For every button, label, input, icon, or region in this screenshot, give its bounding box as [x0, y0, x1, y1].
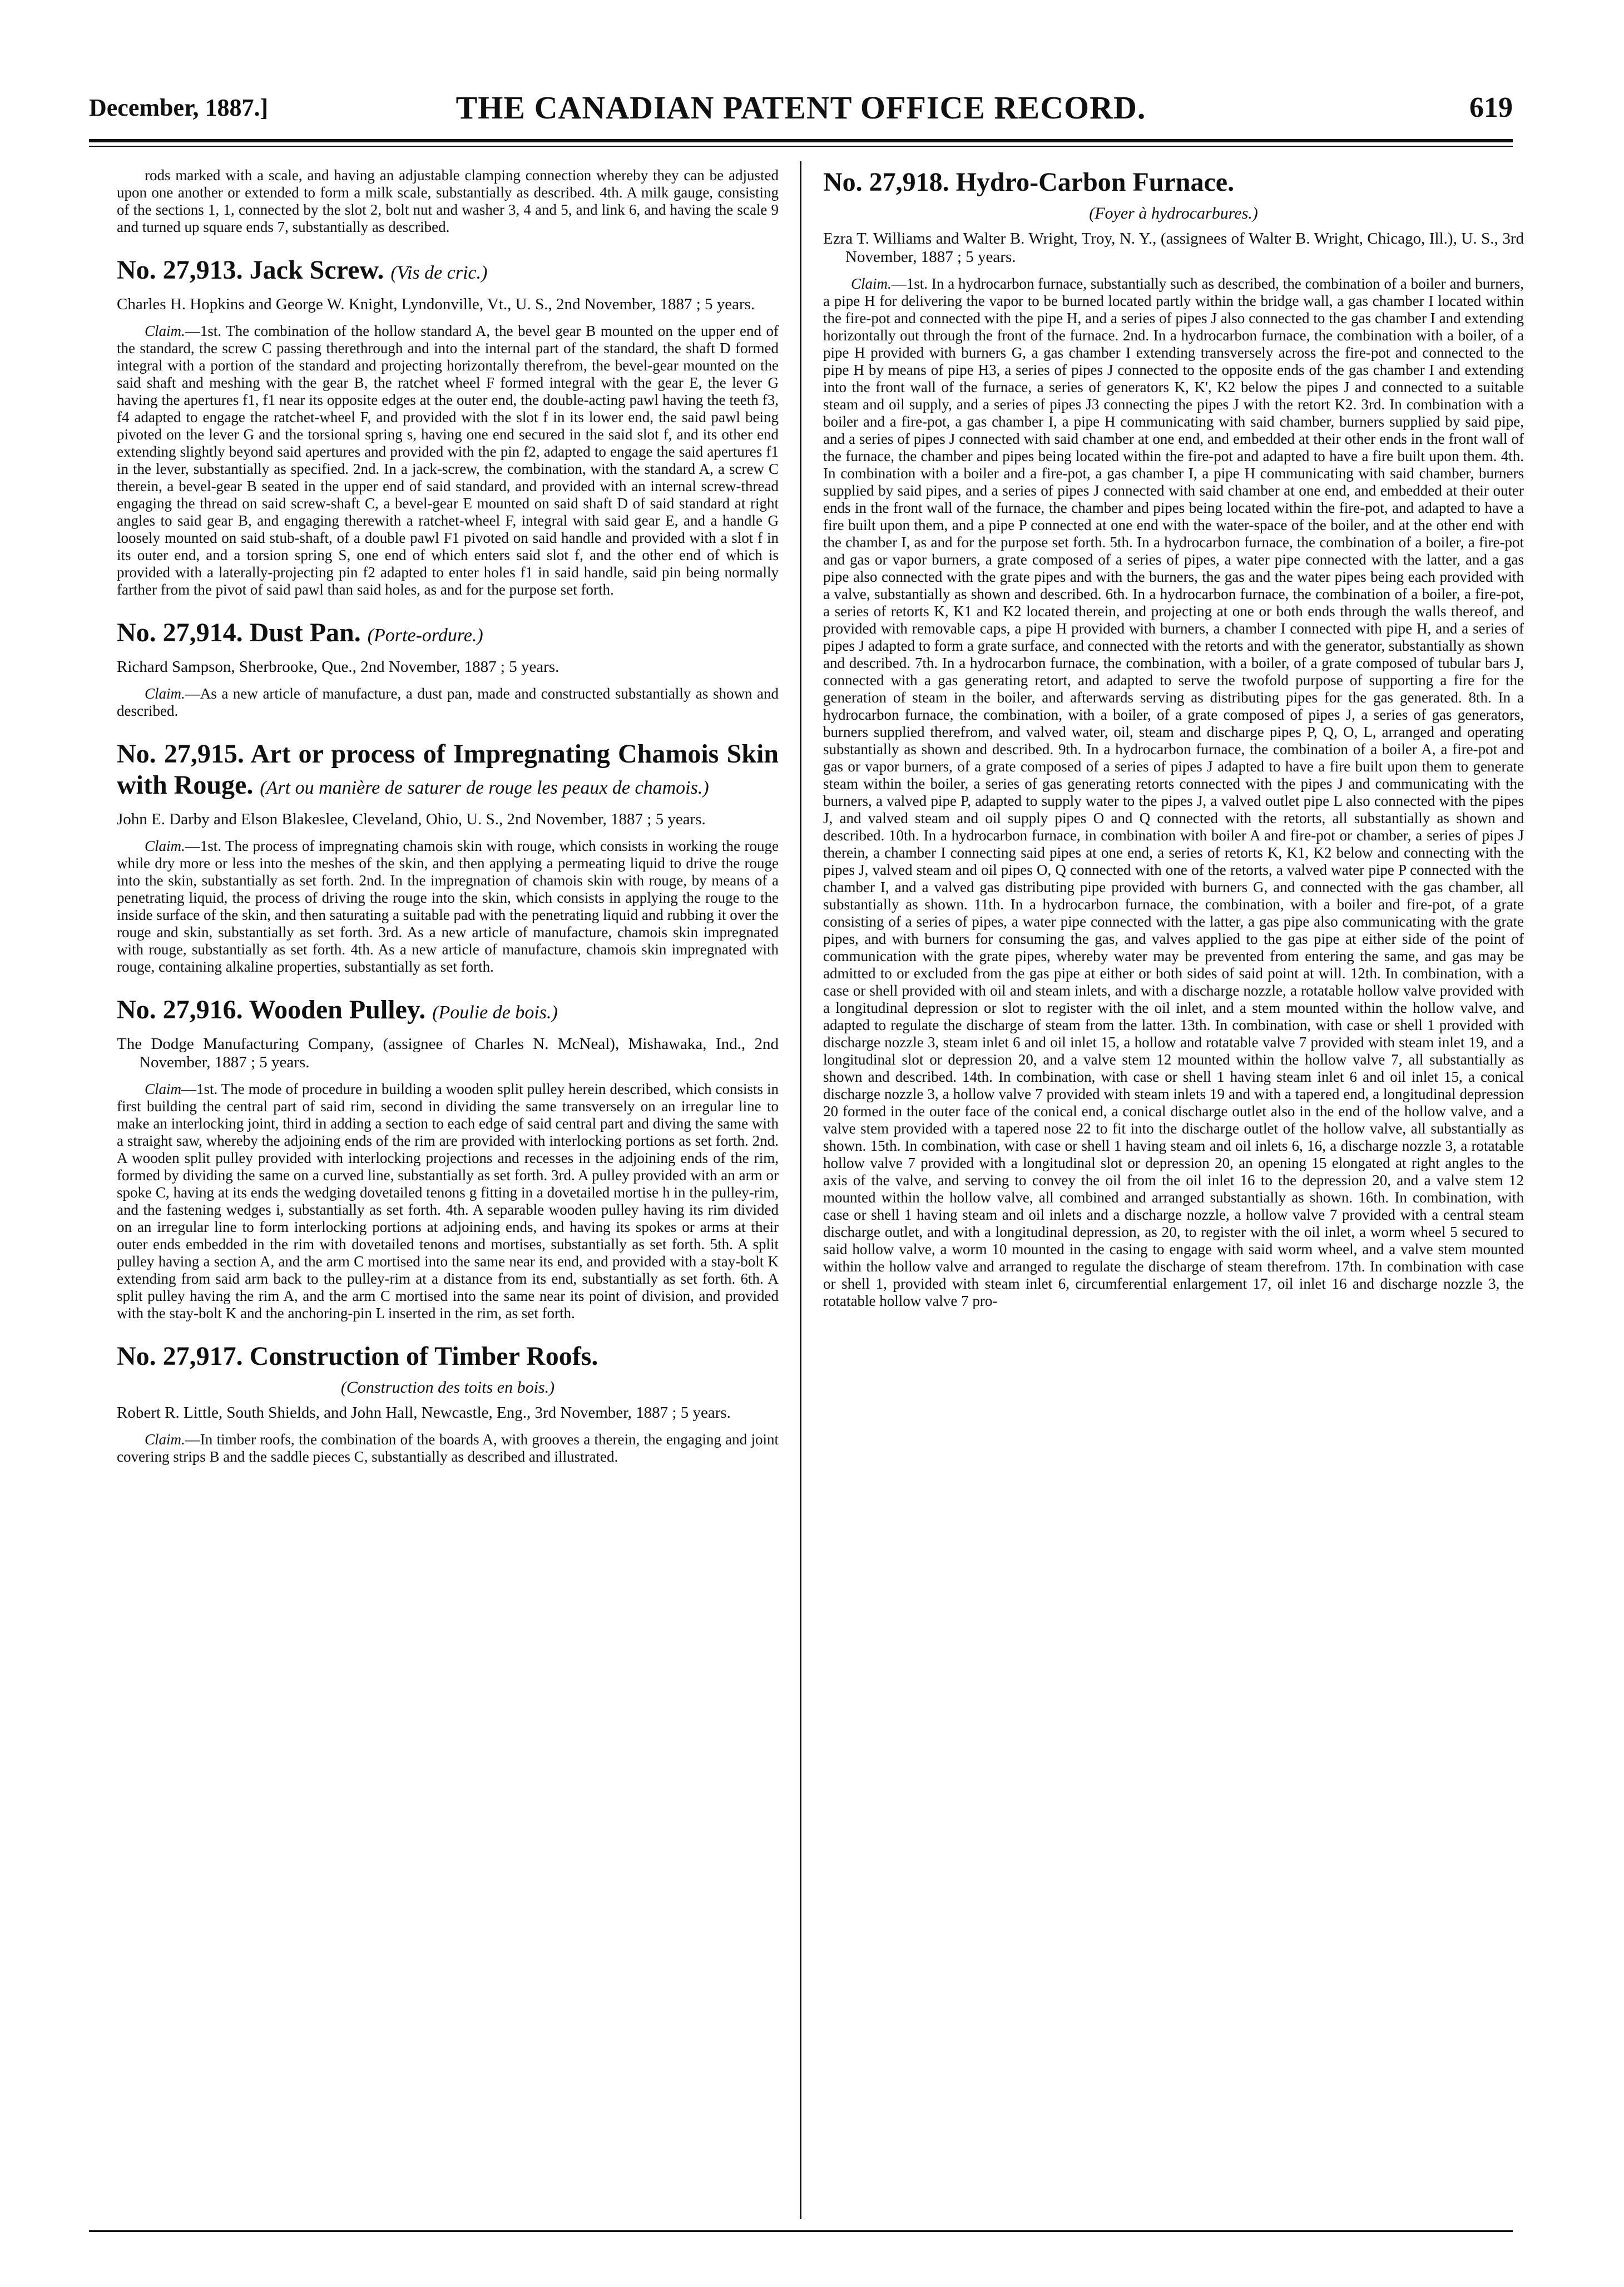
column-divider	[800, 161, 801, 2219]
patent-27916-french: (Poulie de bois.)	[432, 1002, 558, 1023]
patent-27914-french: (Porte-ordure.)	[367, 625, 483, 646]
patent-27915-patentee: John E. Darby and Elson Blakeslee, Cleveland, Ohio, U. S., 2nd November, 1887 ; 5 years.	[117, 810, 706, 828]
patent-27914-title: No. 27,914. Dust Pan. (Porte-ordure.)	[117, 618, 483, 647]
page-number: 619	[1469, 92, 1513, 123]
claim-label: Claim.	[145, 323, 185, 339]
publication-title: THE CANADIAN PATENT OFFICE RECORD.	[455, 90, 1146, 126]
patent-27915-french: (Art ou manière de saturer de rouge les peaux de chamois.)	[260, 778, 709, 798]
patent-27917-claim: Claim.—In timber roofs, the combination of the boards A, with grooves a therein, the engaging and joint covering strips B and the saddle pieces C, substantially as described and illustrated.	[117, 1431, 779, 1465]
claim-label: Claim.	[145, 1431, 185, 1448]
patent-27915-claim: Claim.—1st. The process of impregnating chamois skin with rouge, which consists in working the rouge while dry more or less into the meshes of the skin, and then applying a permeating liquid to drive the rouge into the skin, substantially as set forth. 2nd. In the impregnation of chamois skin with rouge, by means of a penetrating liquid, the process of driving the rouge into the skin, which consists in applying the rouge to the inside surface of the skin, and then saturating a suitable pad with the penetrating liquid and rubbing it over the rouge and skin, substantially as set forth. 3rd. As a new article of manufacture, chamois skin impregnated with rouge, substantially as set forth. 4th. As a new article of manufacture, chamois skin impregnated with rouge, containing alkaline properties, substantially as set forth.	[117, 838, 779, 975]
header-rule-thin	[89, 146, 1513, 147]
patent-27913-claim: Claim.—1st. The combination of the hollow standard A, the bevel gear B mounted on the upper end of the standard, the screw C passing therethrough and into the internal part of the standard, the shaft D formed integral with a portion of the standard and projecting horizontally therefrom, the bevel-gear mounted on the said shaft and meshing with the gear B, the ratchet wheel F formed integral with the gear E, the lever G having the apertures f1, f1 near its opposite edges at the outer end, the double-acting pawl having the teeth f3, f4 adapted to engage the ratchet-wheel F, and provided with the slot f in its lower end, the said pawl being pivoted on the lever G and the torsional spring s, having one end secured in the said slot f, and its other end extending slightly beyond said apertures and provided with the pin f2, adapted to engage the said apertures f1 in the lever, substantially as specified. 2nd. In a jack-screw, the combination, with the standard A, a screw C therein, a bevel-gear B seated in the upper end of said standard, and provided with an internal screw-thread engaging the thread on said screw-shaft C, a bevel-gear E mounted on said shaft D of said standard at right angles to said gear B, and engaging therewith a ratchet-wheel F, integral with said gear E, and a handle G loosely mounted on said stub-shaft, of a double pawl F1 pivoted on said handle and provided with a slot f in its outer end, and a torsion spring S, one end of which enters said slot f, and the other end of which is provided with a laterally-projecting pin f2 adapted to enter holes f1 in said handle, said pin being normally farther from the pivot of said pawl than said holes, as and for the purpose set forth.	[117, 323, 779, 598]
header-rule-thick	[89, 139, 1513, 142]
patent-27915-title: No. 27,915. Art or process of Impregnating Chamois Skin with Rouge. (Art ou manière de saturer de rouge les peaux de chamois.)	[117, 739, 779, 800]
claim-label: Claim.	[851, 275, 892, 292]
patent-27917-patentee: Robert R. Little, South Shields, and John Hall, Newcastle, Eng., 3rd November, 1887 ; 5 years.	[117, 1404, 731, 1422]
patent-27918-french: (Foyer à hydrocarbures.)	[1089, 204, 1258, 222]
footer-rule	[89, 2230, 1513, 2232]
continued-claim-text: rods marked with a scale, and having an adjustable clamping connection whereby they can be adjusted upon one another or extended to form a milk scale, substantially as described. 4th. A milk gauge, consisting of the sections 1, 1, connected by the slot 2, bolt nut and washer 3, 4 and 5, and link 6, and having the scale 9 and turned up square ends 7, substantially as described.	[117, 167, 779, 235]
patent-27918-title: No. 27,918. Hydro-Carbon Furnace.	[823, 167, 1235, 197]
patent-27913-french: (Vis de cric.)	[390, 263, 488, 283]
patent-27913-title: No. 27,913. Jack Screw. (Vis de cric.)	[117, 255, 488, 285]
left-column	[117, 167, 779, 2225]
claim-label: Claim	[145, 1081, 182, 1097]
patent-27917-title: No. 27,917. Construction of Timber Roofs.	[117, 1341, 598, 1371]
claim-label: Claim.	[145, 685, 185, 702]
patent-27918-claim: Claim.—1st. In a hydrocarbon furnace, substantially such as described, the combination of a boiler and burners, a pipe H for delivering the vapor to be burned located partly within the bridge wall, a gas chamber I located within the fire-pot and connected with the pipe H, and a series of pipes J also connected to the gas chamber I and extending horizontally out through the front of the furnace. 2nd. In a hydrocarbon furnace, the combination with a boiler, of a pipe H provided with burners G, a gas chamber I extending transversely across the fire-pot and connected to the pipe H by means of pipe H3, a series of pipes J connected to the opposite ends of the gas chamber I and extending into the front wall of the furnace, a series of generators K, K', K2 below the pipes J and connected to a suitable steam and oil supply, and a series of pipes J3 connecting the pipes J with the retort K2. 3rd. In combination with a boiler and a fire-pot, a gas chamber I, a pipe H communicating with said chamber, burners supplied by said pipe, and a series of pipes J connected with said chamber at one end, and embedded at their other ends in the front wall of the furnace, the chamber and pipes being located within the fire-pot and adapted to have a fire built upon them. 4th. In combination with a boiler and a fire-pot, a gas chamber I, a pipe H communicating with said chamber, burners supplied by said pipes, and a series of pipes J connected with said chamber at one end, and embedded at their outer ends in the front wall of the furnace, the chamber and pipes being located within the fire-pot, and adapted to have a fire built upon them, and a pipe P connected at one end with the water-space of the boiler, and at the other end with the chamber I, as and for the purpose set forth. 5th. In a hydrocarbon furnace, the combination of a boiler, a fire-pot and gas or vapor burners, a grate composed of a series of pipes, a water pipe connected with the latter, and a gas pipe also connected with the grate pipes and with the burners, the gas and the water pipes being each provided with a valve, substantially as shown and described. 6th. In a hydrocarbon furnace, the combination of a boiler, a fire-pot, a series of retorts K, K1 and K2 located therein, and projecting at one or both ends through the walls thereof, and provided with removable caps, a pipe H provided with burners, a chamber I connected with pipe H, and a series of pipes J adapted to form a grate surface, and connected with the retorts and with the generator, substantially as shown and described. 7th. In a hydrocarbon furnace, the combination, with a boiler, of a grate composed of tubular bars J, connected with a gas generating retort, and adapted to serve the twofold purpose of supporting a fire for the generation of steam in the boiler, and afterwards serving as distributing pipes for the gas generated. 8th. In a hydrocarbon furnace, the combination, with a boiler, of a grate composed of pipes J, a series of gas generators, burners supplied therefrom, and valved water, oil, steam and discharge pipes P, Q, O, L, arranged and operating substantially as shown and described. 9th. In a hydrocarbon furnace, the combination of a boiler A, a fire-pot and gas or vapor burners, of a grate composed of a series of pipes J adapted to have a fire built upon them to generate steam within the boiler, a series of gas generating retorts connected with the pipes J and communicating with the burners, a valved pipe P, adapted to supply water to the pipes J, a valved outlet pipe L also connected with the pipes J, and valved steam and oil supply pipes O and Q connected with the retorts, all substantially as shown and described. 10th. In a hydrocarbon furnace, in combination with boiler A and fire-pot or chamber, a series of pipes J therein, a chamber I connecting said pipes at one end, a series of retorts K, K1, K2 below and connecting with the pipes J, valved steam and oil pipes O, Q connected with one of the retorts, a valved water pipe P connected with the chamber I, and a valved gas distributing pipe provided with burners G, and connected with the gas chamber, all substantially as shown. 11th. In a hydrocarbon furnace, the combination, with a boiler and fire-pot, of a grate consisting of a series of pipes, a water pipe connected with the latter, a gas pipe also communicating with the grate pipes, and with burners for consuming the gas, and valves applied to the gas pipe at either side of the point of communication with the grate pipes, whereby water may be prevented from entering the same, and gas may be admitted to or excluded from the gas pipe at either or both sides of said point at will. 12th. In combination, with a case or shell provided with oil and steam inlets, and with a discharge nozzle, a rotatable hollow valve provided with a longitudinal depression or slot to register with the oil inlet, and a stem mounted within the hollow valve, and adapted to regulate the discharge of steam from the latter. 13th. In combination, with case or shell 1 provided with discharge nozzle 3, steam inlet 6 and oil inlet 15, a hollow and rotatable valve 7 provided with steam inlet 19, and a longitudinal slot or depression 20, and a valve stem 12 mounted within the hollow valve 7, all substantially as shown and described. 14th. In combination, with case or shell 1 having steam inlet 6 and oil inlet 15, a conical discharge nozzle 3, a hollow valve 7 provided with steam inlets 19 and with a tapered end, a longitudinal depression 20 formed in the outer face of the conical end, a conical discharge outlet also in the end of the hollow valve, and a valve stem provided with a tapered nose 22 to fit into the discharge outlet of the hollow valve, all substantially as shown. 15th. In combination, with case or shell 1 having steam and oil inlets 6, 16, a discharge nozzle 3, a rotatable hollow valve 7 provided with a longitudinal slot or depression 20, an opening 15 elongated at right angles to the axis of the valve, and serving to convey the oil from the oil inlet 16 to the depression 20, and a valve stem 12 mounted within the hollow valve, all combined and arranged substantially as shown. 16th. In combination, with case or shell 1 having steam and oil inlets and a discharge nozzle, a hollow valve 7 provided with a central steam discharge outlet, and with a longitudinal depression, as 20, to register with the oil inlet, a worm wheel 5 secured to said hollow valve, a worm 10 mounted in the casing to engage with said worm wheel, and a valve stem mounted within the hollow valve and arranged to regulate the discharge of steam therefrom. 17th. In combination with case or shell 1, provided with steam inlet 6, circumferential enlargement 17, oil inlet 16 and discharge nozzle 3, the rotatable hollow valve 7 pro-	[823, 275, 1524, 1309]
patent-27916-claim: Claim—1st. The mode of procedure in building a wooden split pulley herein described, which consists in first building the central part of said rim, second in dividing the same transversely on an irregular line to make an interlocking joint, third in adding a section to each edge of said central part and diving the same with a straight saw, whereby the adjoining ends of the rim are provided with interlocking portions as set forth. 2nd. A wooden split pulley provided with interlocking projections and recesses in the adjoining ends of the rim, formed by dividing the same on a curved line, substantially as set forth. 3rd. A pulley provided with an arm or spoke C, having at its ends the wedging dovetailed tenons g fitting in a dovetailed mortise h in the pulley-rim, and the fastening wedges i, substantially as set forth. 4th. A separable wooden pulley having its rim divided on an irregular line to form interlocking portions at adjoining ends, and having its spokes or arms at their outer ends embedded in the rim with dovetailed tenons and mortises, substantially as set forth. 5th. A split pulley having a section A, and the arm C mortised into the same near its end, and provided with a stay-bolt K extending from said arm back to the pulley-rim at a distance from its end, substantially as set forth. 6th. A split pulley having the rim A, and the arm C mortised into the same near its point of division, and provided with the stay-bolt K and the anchoring-pin L inserted in the rim, as set forth.	[117, 1081, 779, 1321]
patent-27916-title: No. 27,916. Wooden Pulley. (Poulie de bois.)	[117, 995, 558, 1024]
right-column	[823, 167, 1524, 2225]
patent-27914-patentee: Richard Sampson, Sherbrooke, Que., 2nd November, 1887 ; 5 years.	[117, 658, 560, 676]
running-header	[89, 89, 1513, 133]
issue-date: December, 1887.]	[89, 94, 269, 121]
patent-27918-patentee: Ezra T. Williams and Walter B. Wright, Troy, N. Y., (assignees of Walter B. Wright, Chicago, Ill.), U. S., 3rd November, 1887 ; 5 years.	[823, 230, 1524, 266]
claim-label: Claim.	[145, 838, 185, 854]
patent-27913-patentee: Charles H. Hopkins and George W. Knight, Lyndonville, Vt., U. S., 2nd November, 1887 ; 5 years.	[117, 295, 755, 313]
patent-27914-claim: Claim.—As a new article of manufacture, a dust pan, made and constructed substantially as shown and described.	[117, 685, 779, 719]
patent-27917-french: (Construction des toits en bois.)	[340, 1378, 555, 1397]
patent-27916-patentee: The Dodge Manufacturing Company, (assignee of Charles N. McNeal), Mishawaka, Ind., 2nd November, 1887 ; 5 years.	[117, 1035, 779, 1071]
